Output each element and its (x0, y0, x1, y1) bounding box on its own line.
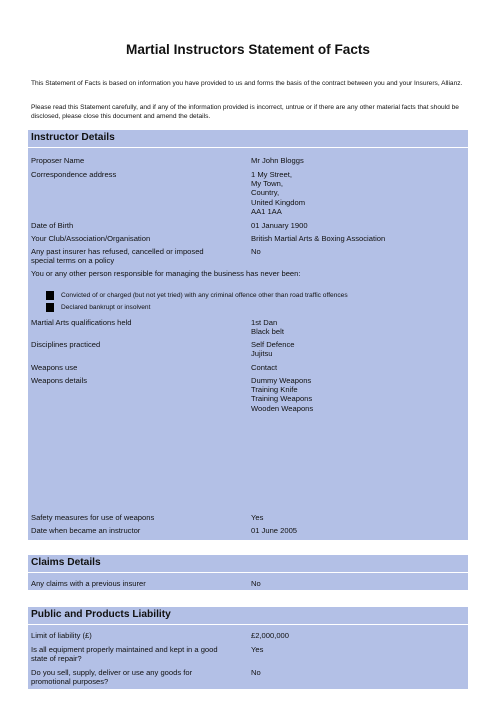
proposer-name-value: Mr John Bloggs (251, 156, 304, 165)
equipment-label: Is all equipment properly maintained and kept in a good state of repair? (31, 645, 218, 664)
liability-section (28, 607, 468, 689)
weapons-use-label: Weapons use (31, 363, 78, 372)
safety-value: Yes (251, 513, 264, 522)
instructor-date-label: Date when became an instructor (31, 526, 141, 535)
bankrupt-text: Declared bankrupt or insolvent (61, 304, 151, 311)
quals-value: 1st Dan Black belt (251, 318, 284, 337)
section-title: Instructor Details (31, 132, 115, 143)
page-title: Martial Instructors Statement of Facts (126, 42, 370, 57)
goods-value: No (251, 668, 261, 677)
club-value: British Martial Arts & Boxing Association (251, 234, 386, 243)
dob-label: Date of Birth (31, 221, 74, 230)
checkbox-convicted (46, 291, 54, 300)
limit-label: Limit of liability (£) (31, 631, 92, 640)
proposer-name-label: Proposer Name (31, 156, 85, 165)
disciplines-value: Self Defence Jujitsu (251, 340, 295, 359)
disciplines-label: Disciplines practiced (31, 340, 101, 349)
section-title: Public and Products Liability (31, 609, 171, 620)
intro-paragraph-2: Please read this Statement carefully, and if any of the information provided is incorrect, untrue or if there are any other material facts that should be disclosed, please close this document and amend the details. (31, 104, 459, 121)
intro-paragraph-1: This Statement of Facts is based on information you have provided to us and forms the basis of the contract between you and your Insurers, Allianz. (31, 80, 463, 87)
goods-label: Do you sell, supply, deliver or use any goods for promotional purposes? (31, 668, 193, 687)
safety-label: Safety measures for use of weapons (31, 513, 155, 522)
section-header (28, 607, 468, 625)
address-value: 1 My Street, My Town, Country, United Kingdom AA1 1AA (251, 170, 306, 216)
club-label: Your Club/Association/Organisation (31, 234, 151, 243)
instructor-details-section (28, 130, 468, 540)
quals-label: Martial Arts qualifications held (31, 318, 132, 327)
refused-value: No (251, 247, 261, 256)
section-header (28, 555, 468, 573)
checkbox-bankrupt (46, 303, 54, 312)
claims-label: Any claims with a previous insurer (31, 579, 146, 588)
dob-value: 01 January 1900 (251, 221, 308, 230)
equipment-value: Yes (251, 645, 264, 654)
claims-details-section (28, 555, 468, 590)
instructor-date-value: 01 June 2005 (251, 526, 298, 535)
refused-label: Any past insurer has refused, cancelled or imposed special terms on a policy (31, 247, 204, 266)
convicted-text: Convicted of or charged (but not yet tried) with any criminal offence other than road traffic offences (61, 292, 348, 299)
limit-value: £2,000,000 (251, 631, 290, 640)
section-header (28, 130, 468, 148)
weapons-details-label: Weapons details (31, 376, 88, 385)
claims-value: No (251, 579, 261, 588)
weapons-details-value: Dummy Weapons Training Knife Training Weapons Wooden Weapons (251, 376, 314, 413)
address-label: Correspondence address (31, 170, 117, 179)
weapons-use-value: Contact (251, 363, 278, 372)
section-title: Claims Details (31, 557, 101, 568)
never-been-text: You or any other person responsible for managing the business has never been: (31, 269, 301, 278)
